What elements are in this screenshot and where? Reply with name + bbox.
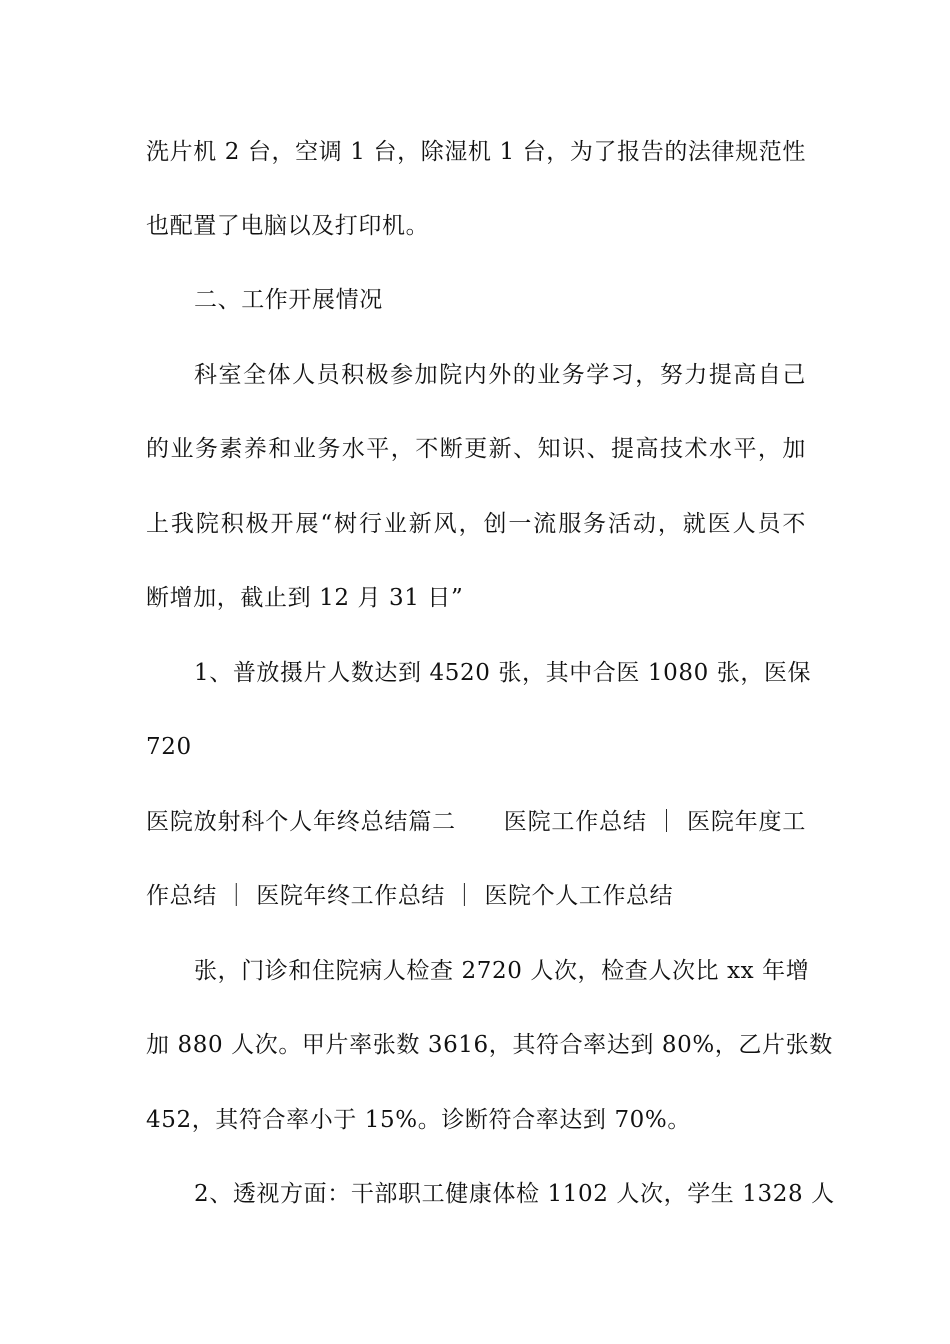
text-line-5: 的业务素养和业务水平，不断更新、知识、提高技术水平，加 <box>146 436 806 462</box>
text-line-9: 720 <box>146 734 192 760</box>
text-line-6: 上我院积极开展“树行业新风，创一流服务活动，就医人员不 <box>146 511 806 537</box>
text-line-2: 也配置了电脑以及打印机。 <box>146 213 430 239</box>
text-line-1: 洗片机 2 台，空调 1 台，除湿机 1 台，为了报告的法律规范性 <box>146 139 806 165</box>
text-line-15: 2、透视方面：干部职工健康体检 1102 人次，学生 1328 人 <box>194 1181 835 1207</box>
related-links-line-2: 作总结 ｜ 医院年终工作总结 ｜ 医院个人工作总结 <box>146 883 674 909</box>
text-line-7: 断增加，截止到 12 月 31 日” <box>146 585 464 611</box>
text-line-8: 1、普放摄片人数达到 4520 张，其中合医 1080 张，医保 <box>194 660 812 686</box>
related-links-line-1: 医院放射科个人年终总结篇二 医院工作总结 ｜ 医院年度工 <box>146 809 806 835</box>
text-line-13: 加 880 人次。甲片率张数 3616，其符合率达到 80%，乙片张数 <box>146 1032 833 1058</box>
text-line-14: 452，其符合率小于 15%。诊断符合率达到 70%。 <box>146 1107 691 1133</box>
text-line-12: 张，门诊和住院病人检查 2720 人次，检查人次比 xx 年增 <box>194 958 810 984</box>
text-line-4: 科室全体人员积极参加院内外的业务学习，努力提高自己 <box>194 362 806 388</box>
section-heading: 二、工作开展情况 <box>194 287 383 313</box>
